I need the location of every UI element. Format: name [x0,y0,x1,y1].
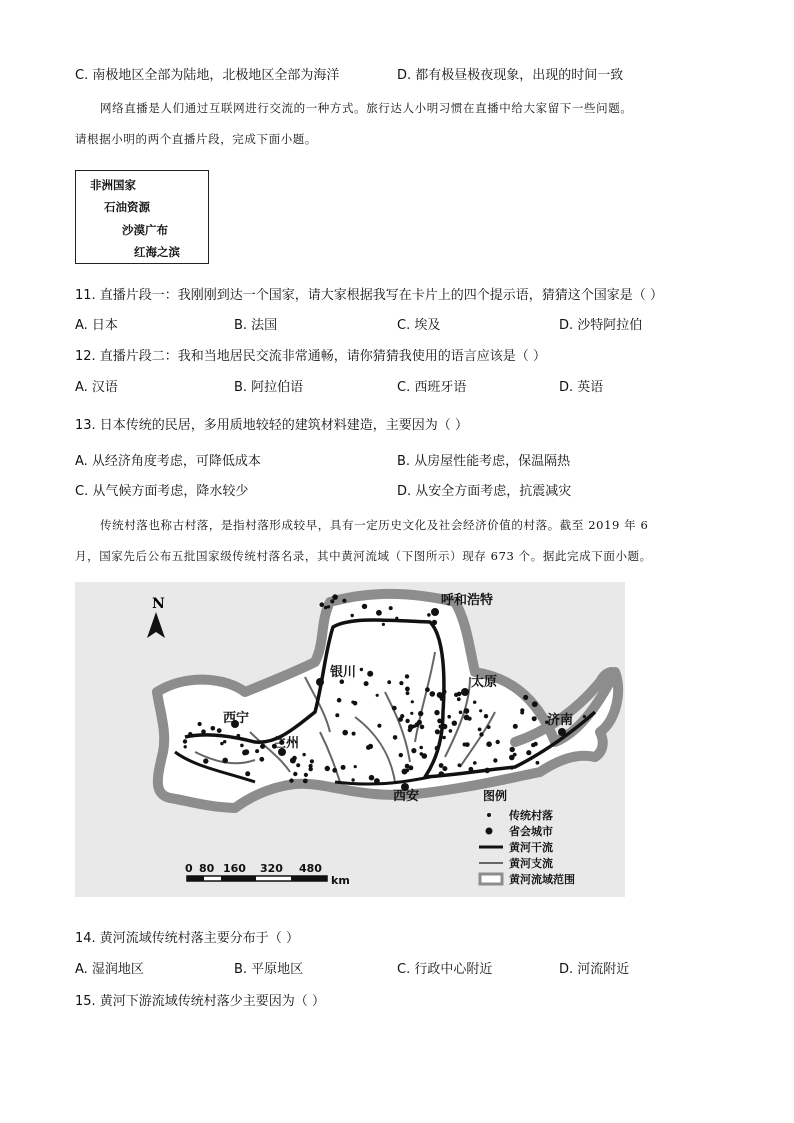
village-dot [332,594,338,600]
q14-option-d: D. 河流附近 [559,962,630,977]
scale-tick: 480 [299,862,322,875]
village-dot [398,717,403,722]
city-label-hohhot: 呼和浩特 [441,593,494,608]
village-dot [469,767,474,772]
village-dot [464,715,470,721]
scale-segment [291,876,327,881]
village-dot [289,778,293,782]
village-dot [337,698,342,703]
village-dot [325,766,330,771]
scale-tick: 320 [260,862,283,875]
village-dot [201,729,206,734]
q11-option-b: B. 法国 [234,318,278,333]
village-dot [320,602,325,607]
village-dot [513,724,518,729]
village-dot [479,709,482,712]
village-dot [442,766,447,771]
village-dot [327,605,330,608]
village-dot [220,742,223,745]
village-dot [442,724,448,730]
city-label-lanzhou: 兰州 [273,736,300,751]
village-dot [418,711,423,716]
village-dot [211,726,216,731]
village-dot [188,732,192,736]
village-dot [464,708,470,714]
city-dot [461,688,469,696]
village-dot [427,613,431,617]
village-dot [245,771,250,776]
village-dot [440,696,445,701]
village-dot [484,714,488,718]
village-dot [367,671,373,677]
village-dot [236,734,240,738]
city-label-xining: 西宁 [223,711,250,726]
village-dot [458,763,462,767]
city-label-xian: 西安 [393,789,420,804]
village-dot [452,721,457,726]
village-dot [410,712,413,715]
village-dot [366,745,371,750]
village-dot [405,674,409,678]
village-dot [310,759,314,763]
village-dot [198,722,202,726]
village-dot [510,766,513,769]
village-dot [520,711,524,715]
village-dot [340,679,345,684]
village-dot [292,756,297,761]
north-label: N [152,596,165,612]
q14-option-b: B. 平原地区 [234,962,304,977]
hint-card-line: 红海之滨 [134,245,180,259]
village-dot [536,761,540,765]
question-12: 12. 直播片段二：我和当地居民交流非常通畅，请你猜猜我使用的语言应该是（ ） [75,349,546,364]
village-dot [526,750,531,755]
village-dot [463,743,467,747]
village-dot [473,761,477,765]
village-dot [532,716,537,721]
village-dot [442,691,446,695]
village-dot [405,687,410,692]
village-dot [296,763,300,767]
village-dot [447,715,451,719]
village-dot [389,606,393,610]
legend-title: 图例 [483,789,508,803]
village-dot [399,753,403,757]
village-dot [430,691,436,697]
q12-option-a: A. 汉语 [75,380,118,395]
option-d-prev: D. 都有极昼极夜现象，出现的时间一致 [397,68,624,83]
village-dot [523,695,528,700]
village-dot [510,747,515,752]
city-label-taiyuan: 太原 [471,675,498,690]
city-label-yinchuan: 银川 [330,665,357,680]
village-dot [439,771,445,777]
city-label-jinan: 济南 [547,713,574,728]
village-dot [408,728,412,732]
village-dot [184,745,187,748]
legend-item: 黄河干流 [509,841,553,854]
village-dot [351,778,354,781]
village-dot [255,749,259,753]
village-dot [473,701,476,704]
legend-village-symbol [487,813,491,817]
question-13: 13. 日本传统的民居，多用质地较轻的建筑材料建造，主要因为（ ） [75,418,468,433]
q14-option-a: A. 湿润地区 [75,962,144,977]
village-dot [335,713,339,717]
legend-item: 省会城市 [509,825,553,838]
village-dot [442,736,446,740]
village-dot [496,740,500,744]
q11-option-c: C. 埃及 [397,318,441,333]
village-dot [183,739,187,743]
intro-live-line1: 网络直播是人们通过互联网进行交流的一种方式。旅行达人小明习惯在直播中给大家留下一些问题。 [100,101,633,115]
village-dot [583,715,586,718]
q14-option-c: C. 行政中心附近 [397,962,493,977]
village-dot [479,732,483,736]
village-dot [376,610,382,616]
village-dot [240,744,244,748]
village-dot [459,711,463,715]
village-dot [360,668,363,671]
q13-option-d: D. 从安全方面考虑，抗震减灾 [397,484,572,499]
q13-option-c: C. 从气候方面考虑，降水较少 [75,484,249,499]
intro-live-line2: 请根据小明的两个直播片段，完成下面小题。 [75,132,317,146]
village-dot [432,620,437,625]
question-15: 15. 黄河下游流域传统村落少主要因为（ ） [75,994,325,1009]
village-dot [223,740,226,743]
village-dot [487,725,491,729]
village-dot [454,693,458,697]
village-dot [303,779,308,784]
question-14: 14. 黄河流域传统村落主要分布于（ ） [75,931,299,946]
village-dot [387,680,391,684]
village-dot [439,763,444,768]
village-dot [304,773,308,777]
q12-option-c: C. 西班牙语 [397,380,467,395]
village-dot [457,697,461,701]
village-dot [222,758,228,764]
village-dot [425,687,430,692]
village-dot [513,753,517,757]
village-dot [437,719,442,724]
hint-card [75,170,209,264]
village-dot [393,735,398,740]
hint-card-line: 石油资源 [104,200,150,214]
scale-segment [221,876,256,881]
legend-city-symbol [486,828,493,835]
village-dot [484,768,490,774]
village-dot [417,720,422,725]
q11-option-d: D. 沙特阿拉伯 [559,318,643,333]
scale-unit: km [331,874,350,887]
q13-option-a: A. 从经济角度考虑，可降低成本 [75,454,261,469]
legend-basin-symbol [480,874,502,884]
village-dot [533,742,537,746]
village-dot [411,748,416,753]
village-dot [243,749,249,755]
village-dot [405,769,409,773]
hint-card-line: 非洲国家 [90,178,136,192]
village-dot [420,725,425,730]
village-dot [382,623,385,626]
village-dot [369,775,375,781]
village-dot [422,753,428,759]
village-dot [332,768,337,773]
village-dot [412,725,416,729]
q13-option-b: B. 从房屋性能考虑，保温隔热 [397,454,571,469]
scale-tick: 160 [223,862,246,875]
city-dot [558,728,566,736]
village-dot [302,753,305,756]
q12-option-d: D. 英语 [559,380,604,395]
legend-item: 黄河流域范围 [509,873,575,886]
legend-item: 传统村落 [509,809,553,822]
village-dot [354,765,357,768]
village-dot [399,681,403,685]
village-dot [352,732,356,736]
village-dot [342,730,348,736]
city-dot [316,678,324,686]
yellow-river-basin-map [75,582,625,897]
village-dot [259,757,264,762]
village-dot [408,765,413,770]
village-dot [449,729,453,733]
option-c-prev: C. 南极地区全部为陆地，北极地区全部为海洋 [75,68,340,83]
village-dot [203,758,208,763]
city-dot [431,608,439,616]
village-dot [435,746,440,751]
intro-village-line1: 传统村落也称古村落，是指村落形成较早，具有一定历史文化及社会经济价值的村落。截至 2019 年 6 [100,518,649,532]
scale-tick: 80 [199,862,215,875]
q12-option-b: B. 阿拉伯语 [234,380,304,395]
village-dot [405,719,409,723]
village-dot [411,700,414,703]
village-dot [395,617,398,620]
scale-tick: 0 [185,862,193,875]
question-11: 11. 直播片段一：我刚刚到达一个国家，请大家根据我写在卡片上的四个提示语，猜猜这个国家是（ ） [75,288,663,303]
village-dot [478,728,482,732]
village-dot [374,778,380,784]
village-dot [293,772,297,776]
village-dot [376,694,379,697]
intro-village-line2: 月，国家先后公布五批国家级传统村落名录，其中黄河流域（下图所示）现存 673 个。据此完成下面小题。 [75,549,652,563]
village-dot [486,741,492,747]
village-dot [435,729,440,734]
village-dot [341,765,346,770]
village-dot [217,728,222,733]
q11-option-a: A. 日本 [75,318,118,333]
village-dot [377,724,381,728]
village-dot [351,701,354,704]
village-dot [364,681,369,686]
legend-item: 黄河支流 [509,857,553,870]
village-dot [493,758,497,762]
village-dot [260,744,265,749]
village-dot [330,599,334,603]
village-dot [392,706,397,711]
village-dot [532,701,538,707]
village-dot [406,691,410,695]
village-dot [351,614,354,617]
village-dot [309,764,313,768]
hint-card-line: 沙漠广布 [122,223,168,237]
village-dot [439,725,443,729]
village-dot [434,710,439,715]
village-dot [362,604,367,609]
village-dot [342,599,346,603]
scale-segment [187,876,204,881]
village-dot [419,746,423,750]
